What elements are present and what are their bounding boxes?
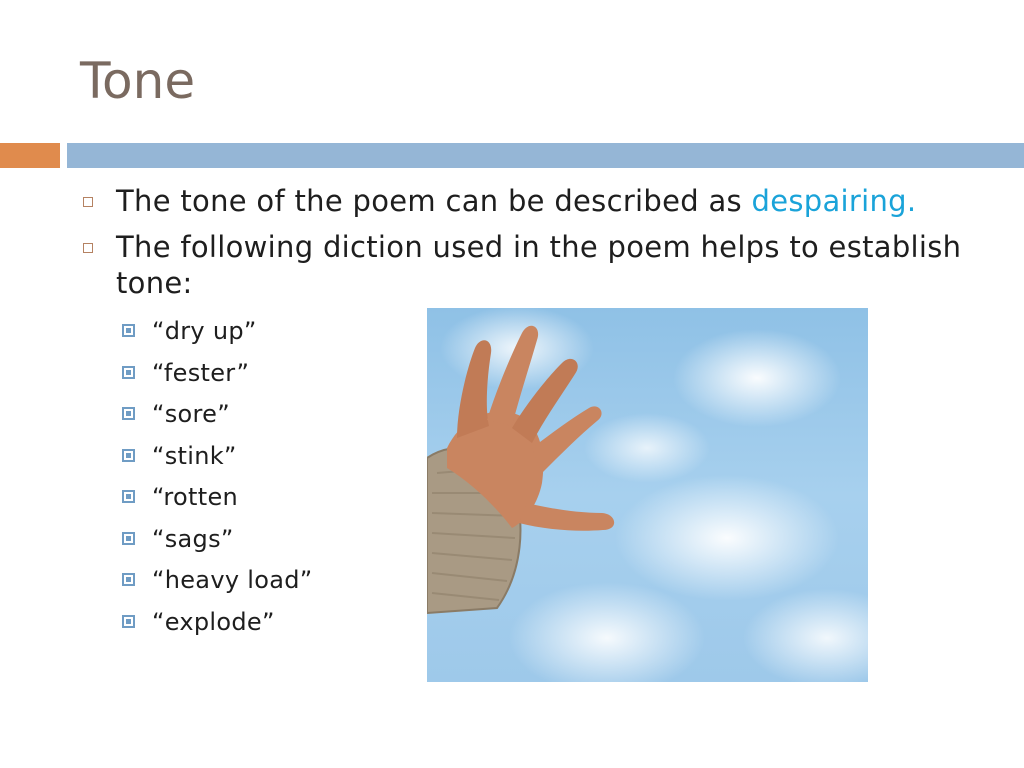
diction-word: “sore”	[152, 400, 230, 428]
list-item	[122, 311, 312, 353]
hand-reaching-sky-photo	[427, 308, 868, 682]
filled-square-bullet-icon	[122, 324, 135, 337]
list-item	[122, 394, 312, 436]
bullet-list	[80, 183, 1000, 311]
filled-square-bullet-icon	[122, 490, 135, 503]
filled-square-bullet-icon	[122, 407, 135, 420]
diction-word: “sags”	[152, 524, 234, 553]
bullet-text: The following diction used in the poem helps to establish tone:	[116, 230, 962, 300]
diction-list	[122, 311, 312, 643]
diction-word: “dry up”	[152, 317, 257, 345]
square-bullet-icon	[83, 243, 93, 253]
square-bullet-icon	[83, 197, 93, 207]
hand-illustration	[427, 308, 868, 682]
filled-square-bullet-icon	[122, 449, 135, 462]
filled-square-bullet-icon	[122, 532, 135, 545]
accent-bar-blue	[67, 143, 1024, 168]
filled-square-bullet-icon	[122, 573, 135, 586]
slide-title: Tone	[80, 52, 196, 110]
bullet-text: The tone of the poem can be described as	[116, 184, 752, 218]
diction-word: “explode”	[152, 607, 275, 636]
list-item	[122, 353, 312, 395]
list-item	[122, 519, 312, 561]
diction-word: “fester”	[152, 358, 250, 387]
diction-word: “stink”	[152, 441, 237, 470]
accent-bar-orange	[0, 143, 60, 168]
list-item	[122, 436, 312, 478]
filled-square-bullet-icon	[122, 366, 135, 379]
list-item	[122, 477, 312, 519]
diction-word: “heavy load”	[152, 566, 313, 594]
highlight-word: despairing.	[751, 184, 917, 218]
diction-word: “rotten	[152, 483, 239, 511]
filled-square-bullet-icon	[122, 615, 135, 628]
bullet-item	[80, 183, 1000, 219]
list-item	[122, 602, 312, 644]
bullet-item	[80, 229, 1000, 301]
list-item	[122, 560, 312, 602]
